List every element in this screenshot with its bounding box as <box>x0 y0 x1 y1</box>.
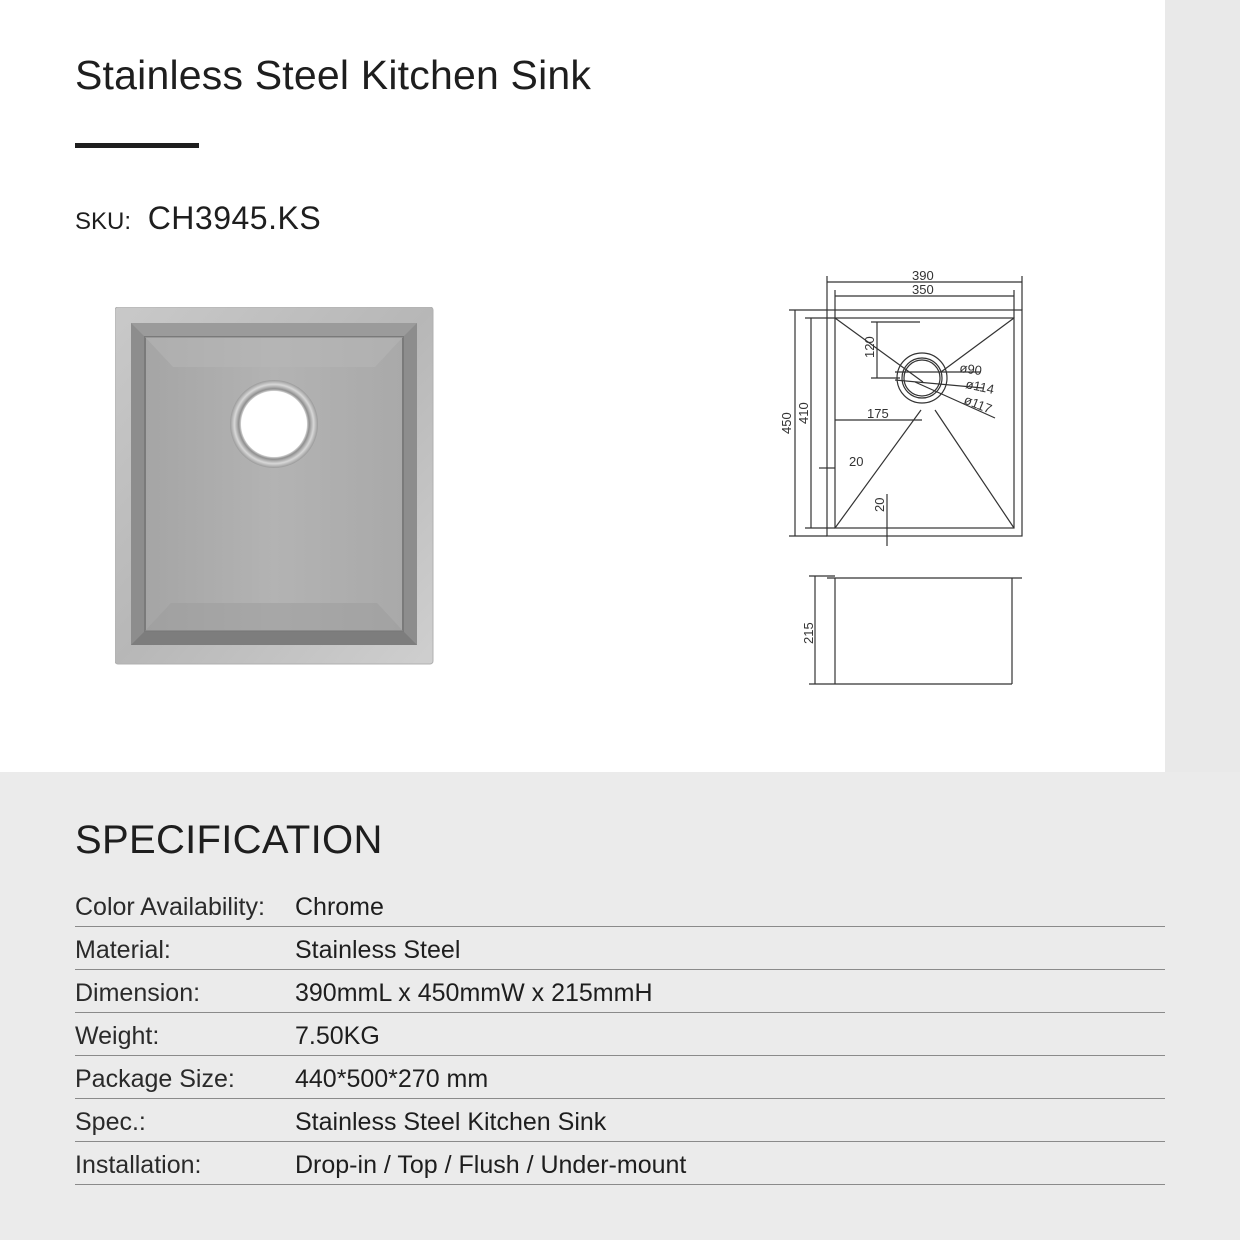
spec-row-dimension <box>75 970 1165 1013</box>
spec-row-package-size <box>75 1056 1165 1099</box>
spec-label: Color Availability: <box>75 893 265 921</box>
dim-depth: 215 <box>801 622 816 644</box>
spec-row-color <box>75 884 1165 927</box>
dim-drain-d3: ø117 <box>961 391 995 417</box>
spec-label: Weight: <box>75 1022 160 1050</box>
spec-label: Installation: <box>75 1151 202 1179</box>
spec-row-spec <box>75 1099 1165 1142</box>
dim-side-gap: 20 <box>849 454 864 469</box>
spec-label: Dimension: <box>75 979 201 1007</box>
page-title: Stainless Steel Kitchen Sink <box>75 52 592 98</box>
specification-title: SPECIFICATION <box>75 818 383 862</box>
spec-label: Material: <box>75 936 171 964</box>
spec-row-installation <box>75 1142 1165 1185</box>
spec-value: Drop-in / Top / Flush / Under-mount <box>295 1151 687 1179</box>
spec-value: 390mmL x 450mmW x 215mmH <box>295 979 653 1007</box>
dim-bottom-gap: 20 <box>872 497 887 512</box>
spec-value: 7.50KG <box>295 1022 380 1050</box>
dim-drain-top: 120 <box>862 336 877 358</box>
spec-value: Chrome <box>295 893 384 921</box>
sku-label: SKU: <box>75 208 132 235</box>
spec-label: Spec.: <box>75 1108 146 1136</box>
dim-drain-d1: ø90 <box>958 360 983 379</box>
dim-outer-height: 450 <box>779 412 794 434</box>
side-strip <box>1165 0 1240 772</box>
spec-row-weight <box>75 1013 1165 1056</box>
spec-value: Stainless Steel <box>295 936 461 964</box>
dim-inner-width: 350 <box>912 282 934 297</box>
specification-table <box>75 884 1165 1185</box>
dim-drain-side: 175 <box>867 406 889 421</box>
sink-photo-icon <box>115 307 435 667</box>
sku-line <box>75 200 321 237</box>
spec-value: 440*500*270 mm <box>295 1065 489 1093</box>
dim-inner-height: 410 <box>796 402 811 424</box>
sku-value: CH3945.KS <box>147 200 322 236</box>
dim-outer-width: 390 <box>912 268 934 283</box>
spec-value: Stainless Steel Kitchen Sink <box>295 1108 607 1136</box>
technical-drawing <box>775 262 1045 692</box>
spec-row-material <box>75 927 1165 970</box>
dim-drain-d2: ø114 <box>964 376 996 397</box>
title-underline <box>75 143 199 148</box>
spec-label: Package Size: <box>75 1065 235 1093</box>
